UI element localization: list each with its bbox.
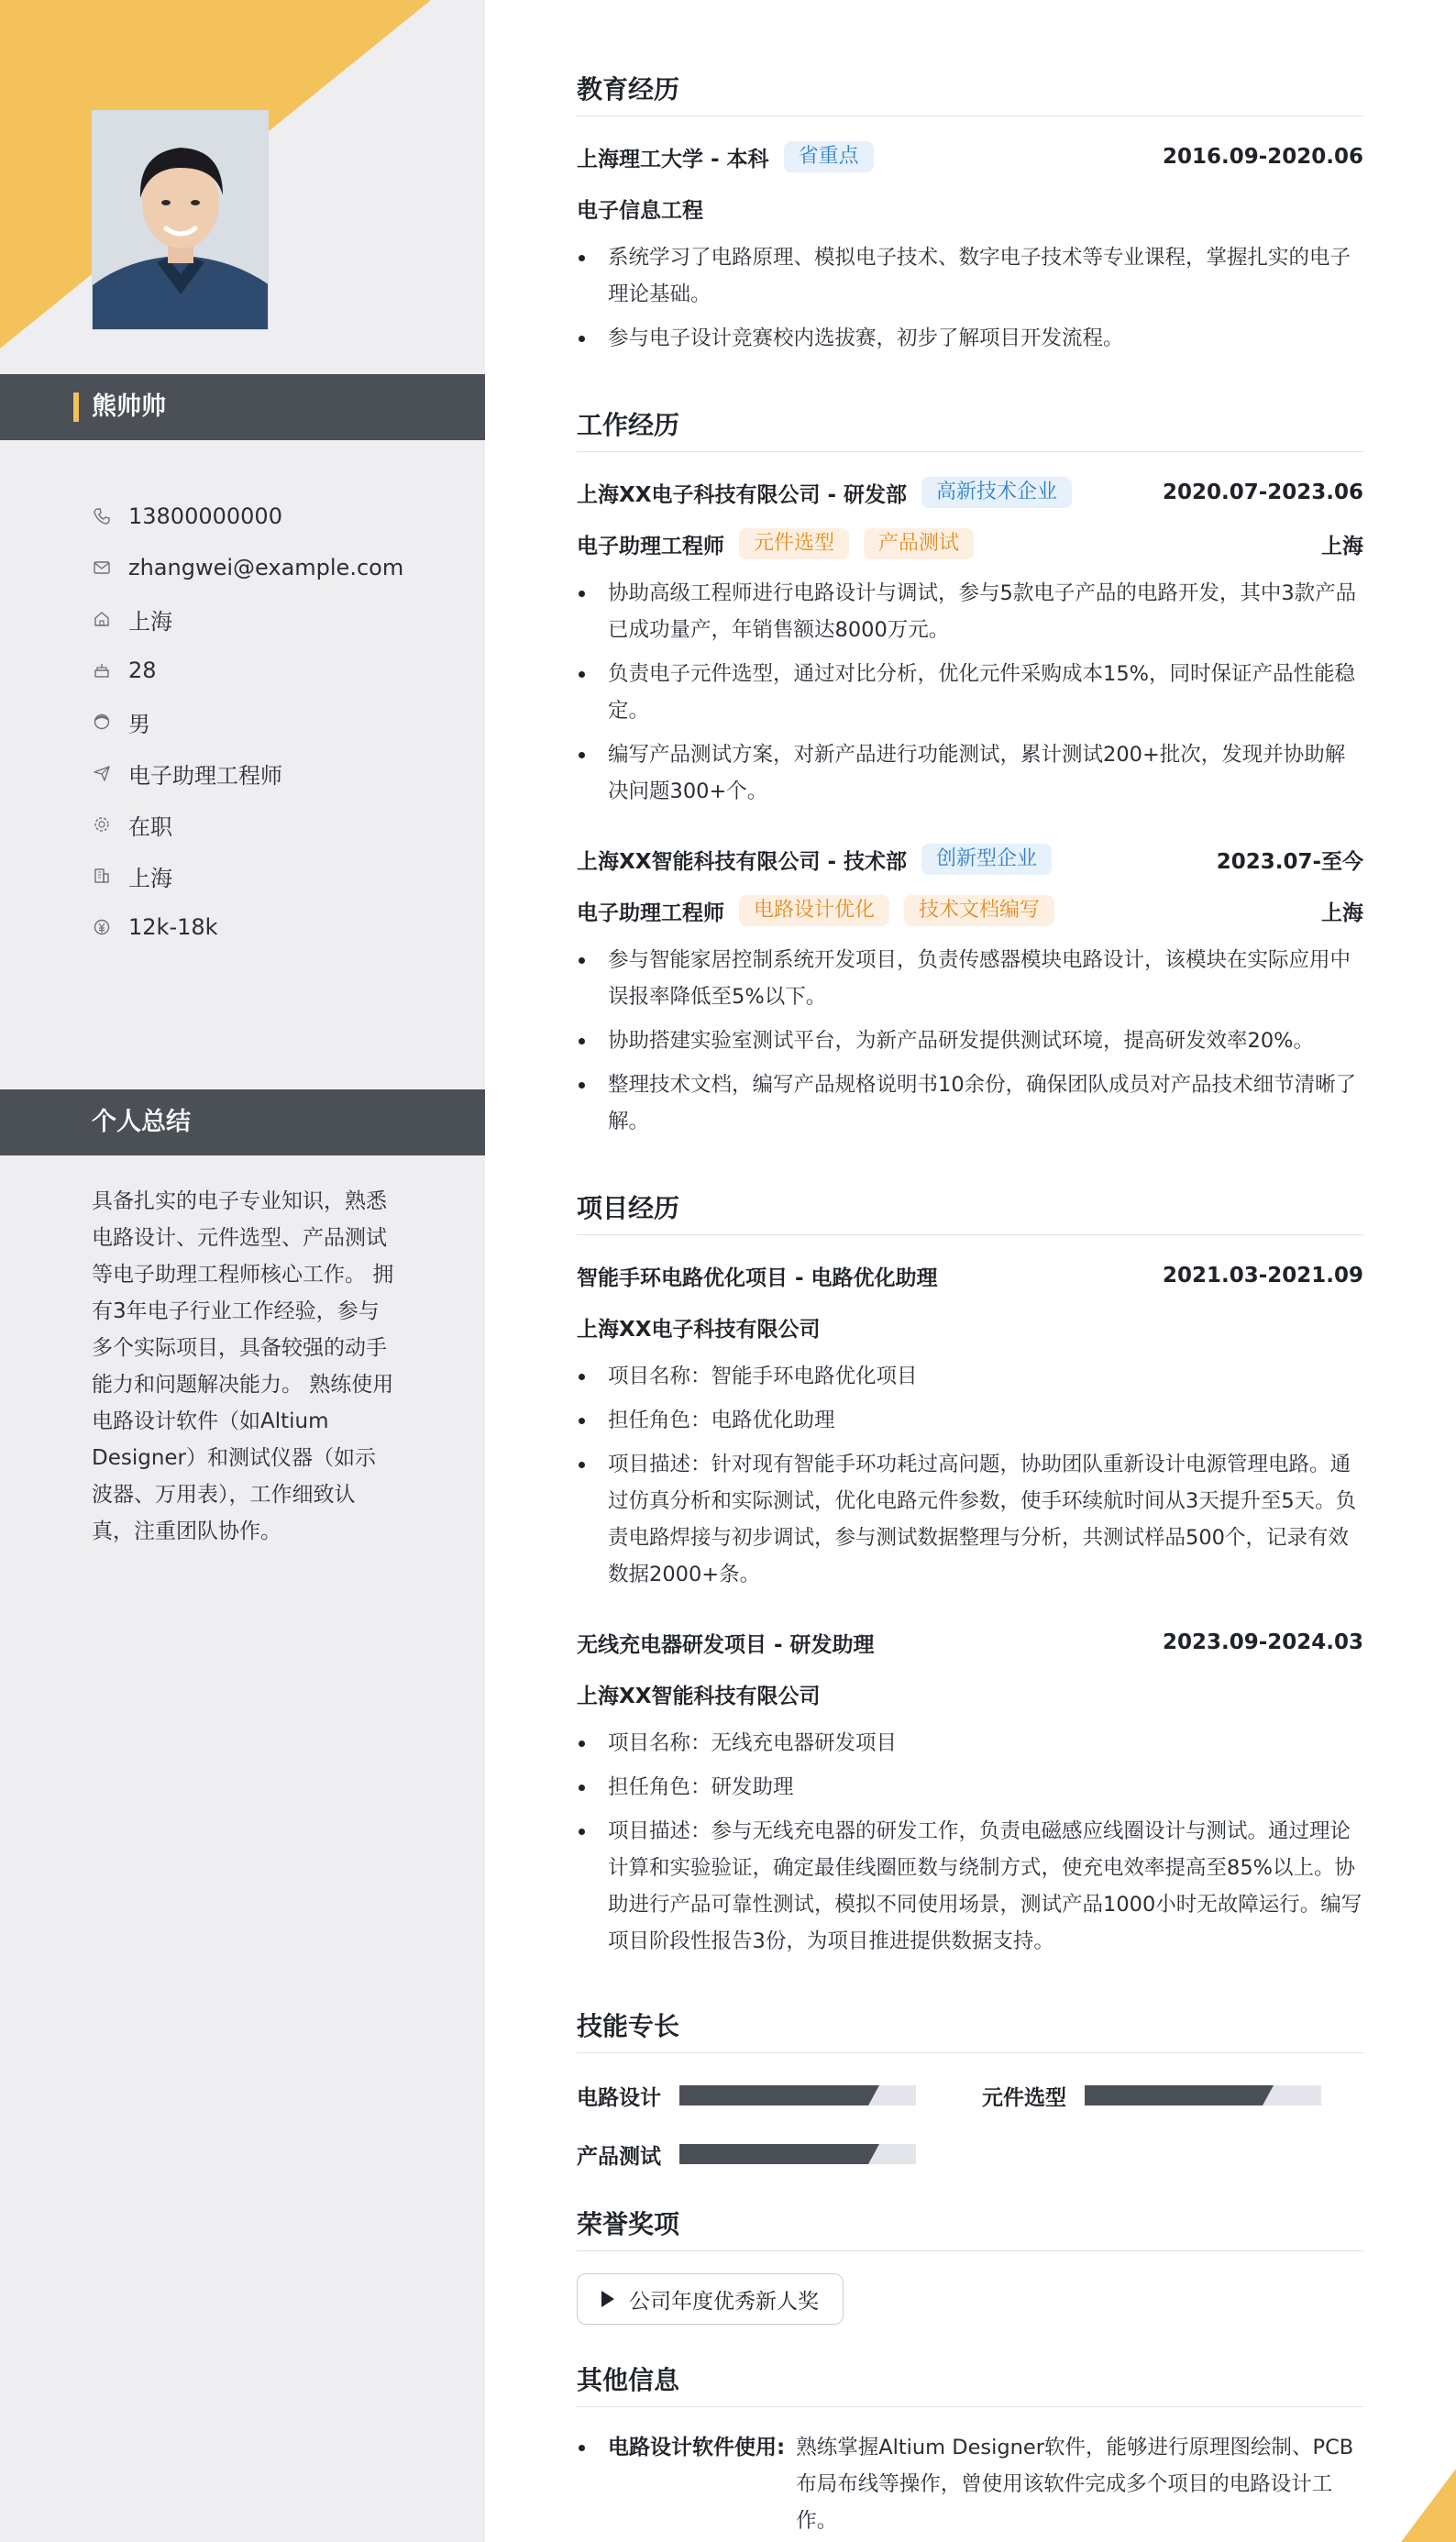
job-date: 2023.07-至今 xyxy=(1216,849,1363,874)
phone-icon xyxy=(92,506,112,526)
other-text: 熟练掌握Altium Designer软件，能够进行原理图绘制、PCB布局布线等操作，曾使用该软件完成多个项目的电路设计工作。 xyxy=(796,2436,1354,2533)
info-position xyxy=(92,747,458,799)
work-title: 工作经历 xyxy=(577,407,1363,452)
info-salary xyxy=(92,901,458,953)
summary-bar xyxy=(0,1089,485,1155)
projects-section xyxy=(577,1190,1363,1967)
city-text: 上海 xyxy=(128,865,172,891)
email-text: zhangwei@example.com xyxy=(128,555,404,580)
skill-label: 元件选型 xyxy=(982,2085,1066,2110)
location-text: 上海 xyxy=(128,608,172,635)
project-entry xyxy=(577,1257,1363,1593)
list-item: 项目描述：参与无线充电器的研发工作，负责电磁感应线圈设计与测试。通过理论计算和实验验证，确定最佳线圈匝数与绕制方式，使充电效率提高至85%以上。协助进行产品可靠性测试，模拟不同使用场景，测试产品1000小时无故障运行。编写项目阶段性报告3份，为项目推进提供数据支持。 xyxy=(577,1813,1363,1960)
project-company: 上海XX智能科技有限公司 xyxy=(577,1684,821,1708)
education-header-row xyxy=(577,138,1363,175)
phone-text: 13800000000 xyxy=(128,503,282,529)
list-item: 担任角色：研发助理 xyxy=(577,1769,1363,1806)
info-phone xyxy=(92,491,458,542)
job-date: 2020.07-2023.06 xyxy=(1162,481,1363,504)
award-text: 公司年度优秀新人奖 xyxy=(629,2289,819,2314)
project-company-row xyxy=(577,1675,1363,1712)
skill-label: 产品测试 xyxy=(577,2144,661,2169)
skill-item xyxy=(577,2077,916,2114)
list-item: 项目名称：无线充电器研发项目 xyxy=(577,1725,1363,1762)
info-city xyxy=(92,850,458,901)
list-item: 参与电子设计竞赛校内选拔赛，初步了解项目开发流程。 xyxy=(577,320,1363,357)
education-date: 2016.09-2020.06 xyxy=(1162,145,1363,169)
salary-icon xyxy=(92,917,112,937)
list-item: 项目名称：智能手环电路优化项目 xyxy=(577,1358,1363,1395)
education-bullets xyxy=(577,239,1363,357)
project-name: 智能手环电路优化项目 - 电路优化助理 xyxy=(577,1265,938,1290)
job-role: 电子助理工程师 xyxy=(577,901,724,925)
project-company-row xyxy=(577,1309,1363,1345)
job-role: 电子助理工程师 xyxy=(577,534,724,558)
contact-info-list xyxy=(92,491,458,953)
project-date: 2023.09-2024.03 xyxy=(1162,1630,1363,1654)
summary-title: 个人总结 xyxy=(92,1108,191,1136)
education-section xyxy=(577,72,1363,364)
other-item xyxy=(577,2429,1363,2539)
project-company: 上海XX电子科技有限公司 xyxy=(577,1317,821,1342)
name-accent xyxy=(73,392,79,422)
status-icon xyxy=(92,814,112,834)
position-text: 电子助理工程师 xyxy=(128,762,282,789)
list-item: 参与智能家居控制系统开发项目，负责传感器模块电路设计，该模块在实际应用中误报率降低至5%以下。 xyxy=(577,942,1363,1015)
skill-tag: 电路设计优化 xyxy=(739,895,889,926)
info-location xyxy=(92,593,458,645)
other-title: 其他信息 xyxy=(577,2362,1363,2407)
name-bar xyxy=(0,374,485,440)
gender-text: 男 xyxy=(128,711,150,737)
info-email xyxy=(92,542,458,593)
list-item: 项目描述：针对现有智能手环功耗过高问题，协助团队重新设计电源管理电路。通过仿真分析和实际测试，优化电路元件参数，使手环续航时间从3天提升至5天。负责电路焊接与初步调试，参与测试数据整理与分析，共测试样品500个，记录有效数据2000+条。 xyxy=(577,1446,1363,1593)
skills-grid xyxy=(577,2075,1363,2194)
age-text: 28 xyxy=(128,658,157,683)
send-icon xyxy=(92,763,112,783)
info-status xyxy=(92,799,458,850)
skill-fill xyxy=(1085,2085,1263,2105)
skill-item xyxy=(982,2077,1321,2114)
job-city: 上海 xyxy=(1321,534,1363,558)
job-header-row xyxy=(577,474,1363,511)
project-date: 2021.03-2021.09 xyxy=(1162,1264,1363,1288)
skill-fill xyxy=(679,2085,868,2105)
job-entry xyxy=(577,474,1363,810)
list-item: 整理技术文档，编写产品规格说明书10余份，确保团队成员对产品技术细节清晰了解。 xyxy=(577,1067,1363,1140)
skills-title: 技能专长 xyxy=(577,2008,1363,2053)
skills-section xyxy=(577,2008,1363,2194)
projects-title: 项目经历 xyxy=(577,1190,1363,1235)
list-item: 担任角色：电路优化助理 xyxy=(577,1402,1363,1439)
gender-icon xyxy=(92,712,112,732)
education-title: 教育经历 xyxy=(577,72,1363,116)
skill-tag: 元件选型 xyxy=(739,528,849,559)
company-name: 上海XX智能科技有限公司 - 技术部 xyxy=(577,849,908,874)
status-text: 在职 xyxy=(128,813,172,840)
summary-text: 具备扎实的电子专业知识，熟悉电路设计、元件选型、产品测试等电子助理工程师核心工作。 拥有3年电子行业工作经验，参与多个实际项目，具备较强的动手能力和问题解决能力。 熟练使用电路设计软件（如Altium Designer）和测试仪器（如示波器、万用表），工作细致认真，注重团队协作。 xyxy=(92,1189,394,1543)
list-item: 编写产品测试方案，对新产品进行功能测试，累计测试200+批次，发现并协助解决问题300+个。 xyxy=(577,736,1363,810)
salary-text: 12k-18k xyxy=(128,914,218,940)
info-age xyxy=(92,645,458,696)
skill-item xyxy=(577,2136,916,2172)
company-tag: 创新型企业 xyxy=(921,844,1052,875)
work-section xyxy=(577,407,1363,1147)
skill-tag: 技术文档编写 xyxy=(904,895,1054,926)
list-item: 负责电子元件选型，通过对比分析，优化元件采购成本15%，同时保证产品性能稳定。 xyxy=(577,656,1363,729)
company-name: 上海XX电子科技有限公司 - 研发部 xyxy=(577,482,908,507)
award-item xyxy=(577,2273,844,2325)
project-bullets xyxy=(577,1358,1363,1593)
job-header-row xyxy=(577,841,1363,878)
job-bullets xyxy=(577,575,1363,810)
job-role-row xyxy=(577,525,1363,562)
company-tag: 高新技术企业 xyxy=(921,477,1072,508)
list-item: 系统学习了电路原理、模拟电子技术、数字电子技术等专业课程，掌握扎实的电子理论基础。 xyxy=(577,239,1363,313)
other-label: 电路设计软件使用: xyxy=(608,2436,786,2459)
list-item: 协助高级工程师进行电路设计与调试，参与5款电子产品的电路开发，其中3款产品已成功量产，年销售额达8000万元。 xyxy=(577,575,1363,648)
school-tag: 省重点 xyxy=(784,141,874,172)
job-bullets xyxy=(577,942,1363,1140)
job-role-row xyxy=(577,892,1363,929)
avatar-photo xyxy=(92,110,269,330)
major-name: 电子信息工程 xyxy=(577,198,703,223)
project-header-row xyxy=(577,1257,1363,1294)
corner-decoration xyxy=(1401,2469,1456,2542)
skill-fill xyxy=(679,2144,868,2164)
job-entry xyxy=(577,841,1363,1140)
candidate-name: 熊帅帅 xyxy=(92,392,166,421)
education-major-row xyxy=(577,190,1363,227)
project-bullets xyxy=(577,1725,1363,1960)
cake-icon xyxy=(92,660,112,680)
mail-icon xyxy=(92,558,112,578)
sidebar xyxy=(0,0,485,2542)
project-name: 无线充电器研发项目 - 研发助理 xyxy=(577,1632,875,1657)
skill-bar xyxy=(679,2085,916,2105)
skill-tag: 产品测试 xyxy=(864,528,974,559)
home-icon xyxy=(92,609,112,629)
list-item: 协助搭建实验室测试平台，为新产品研发提供测试环境，提高研发效率20%。 xyxy=(577,1022,1363,1059)
awards-title: 荣誉奖项 xyxy=(577,2206,1363,2251)
project-header-row xyxy=(577,1624,1363,1661)
play-icon xyxy=(601,2291,614,2307)
info-gender xyxy=(92,696,458,747)
project-entry xyxy=(577,1624,1363,1960)
skill-label: 电路设计 xyxy=(577,2085,661,2110)
awards-section xyxy=(577,2206,1363,2325)
school-name: 上海理工大学 - 本科 xyxy=(577,147,769,171)
job-city: 上海 xyxy=(1321,901,1363,925)
skill-bar xyxy=(1085,2085,1321,2105)
building-icon xyxy=(92,866,112,886)
other-section xyxy=(577,2362,1363,2539)
skill-bar xyxy=(679,2144,916,2164)
